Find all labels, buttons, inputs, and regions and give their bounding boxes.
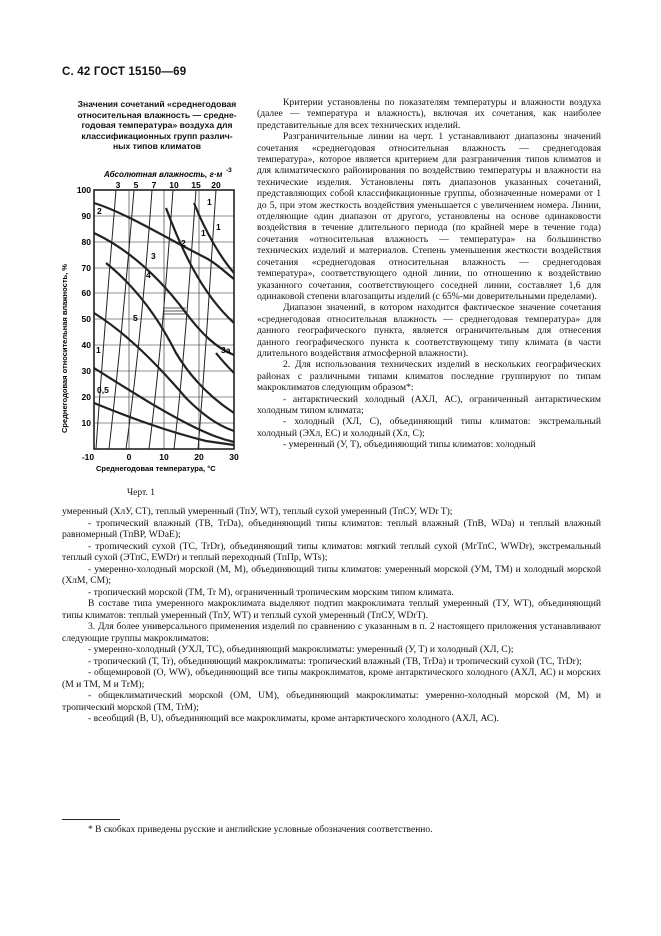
top-tick: 15 xyxy=(191,180,201,190)
y-tick: 90 xyxy=(81,211,91,221)
x-tick: 0 xyxy=(126,452,132,462)
top-tick: 20 xyxy=(211,180,221,190)
curve-label: 1 xyxy=(96,345,101,355)
curve-label: 3 xyxy=(151,251,156,261)
paragraph: - общемировой (О, WW), объединяющий все типы макроклиматов, кроме антарктического холодного (АХЛ, АС) и морских (М и ТМ, М и TrM); xyxy=(62,667,601,690)
x-tick: 20 xyxy=(194,452,204,462)
paragraph: Критерии установлены по показателям температуры и влажности воздуха (далее — температура и влажность), включая их сочетания, как наиболее представительные для всех технических изделий. xyxy=(257,97,601,131)
y-tick: 20 xyxy=(81,392,91,402)
curve-label: 1 xyxy=(216,222,221,232)
curve-label: 3а xyxy=(221,345,231,355)
figure-title-line: ных типов климатов xyxy=(112,141,202,152)
paragraph: - всеобщий (В, U), объединяющий все макроклиматы, кроме антарктического холодного (АХЛ, АС). xyxy=(88,713,499,724)
paragraph: - тропический сухой (ТС, TrDr), объединяющий типы климатов: мягкий теплый сухой (МгТпС, WWDr), экстремальный теплый сухой (ЭТпС, EWDr) и теплый переходный (ТпПр, WTs); xyxy=(62,540,601,563)
top-tick: 3 xyxy=(115,180,121,190)
top-tick: 7 xyxy=(151,180,157,190)
figure-title-line: относительная влажность — средне- xyxy=(77,109,237,120)
x-axis-label: Среднегодовая температура, °C xyxy=(96,464,216,473)
boundary-curve xyxy=(216,353,234,373)
paragraph: умеренный (ХлУ, СТ), теплый умеренный (ТпУ, WT), теплый сухой умеренный (ТпСУ, WDr T); xyxy=(62,506,453,517)
figure-title-line: классификационных групп различ- xyxy=(81,130,233,141)
y-tick: 50 xyxy=(81,314,91,324)
figure-title xyxy=(62,99,252,152)
isoline xyxy=(174,190,196,449)
x-tick: 10 xyxy=(159,452,169,462)
y-tick: 30 xyxy=(81,366,91,376)
x-tick: 30 xyxy=(229,452,239,462)
top-tick: 10 xyxy=(169,180,179,190)
y-tick: 10 xyxy=(81,418,91,428)
y-tick: 60 xyxy=(81,288,91,298)
footnote-divider xyxy=(62,819,120,820)
paragraph: 3. Для более универсального применения изделий по сравнению с указанным в п. 2 настоящего приложения устанавливают следующие группы макроклиматов: xyxy=(62,621,601,644)
figure-caption: Черт. 1 xyxy=(127,488,155,498)
paragraph: - тропический морской (ТМ, Tr M), ограниченный тропическим морским типом климата. xyxy=(88,586,454,598)
y-tick: 40 xyxy=(81,340,91,350)
paragraph: - холодный (ХЛ, С), объединяющий типы климатов: экстремальный холодный (ЭХл, ЕС) и холодный (Хл, С); xyxy=(257,416,601,439)
curve-label: 1 xyxy=(207,197,212,207)
footnote: * В скобках приведены русские и английские условные обозначения соответственно. xyxy=(88,825,433,835)
paragraph: - тропический (Т, Tr), объединяющий макроклиматы: тропический влажный (ТВ, TrDa) и тропический сухой (ТС, TrDr); xyxy=(88,655,582,667)
figure-title-line: Значения сочетаний «среднегодовая xyxy=(77,99,237,109)
paragraph: - антарктический холодный (АХЛ, АС), ограниченный антарктическим холодным типом климата; xyxy=(257,393,601,416)
top-axis-label: Абсолютная влажность, г·м xyxy=(104,170,223,179)
y-axis-label: Среднегодовая относительная влажность, % xyxy=(60,264,69,433)
paragraph: Диапазон значений, в котором находится фактическое значение сочетания «среднегодовая относительная влажность — среднегодовая температура» для данного географического пункта, является ограничительным для отнесения данного географического пункта к соответствующему типу климата (в части длительного воздействия атмосферной влажности). xyxy=(257,302,601,359)
page-header: С. 42 ГОСТ 15150—69 xyxy=(62,66,187,78)
paragraph: - умеренный (У, Т), объединяющий типы климатов: холодный xyxy=(283,439,536,451)
curve-label: 4 xyxy=(146,270,151,280)
top-axis-exponent: -3 xyxy=(226,167,232,174)
paragraph: Разграничительные линии на черт. 1 устанавливают диапазоны значений сочетания «среднегодовая относительная влажность — среднегодовая температура», которое является критерием для разграничения типов климатов и для климатического районирования по воздействию температуры и влажности на технические изделия. Установлены пять диапазонов указанных сочетаний, представляющих собой классификационные группы, обозначенные номерами от 1 до 5, при этом жесткость воздействия уменьшается с увеличением номера. Линии, отделяющие один диапазон от другого, установлены на основе одинаковости воздействия в течение длительного периода (по крайней мере в течение года) сочетания «относительная влажность — температура» на большинство технических изделий и материалов. Степень уменьшения жесткости воздействия сочетания «среднегодовая относительная влажность — среднегодовая температура», соответствующего одной линии, по отношению к воздействию указанного сочетания, соответствующего соседней линии, составляет 1,6 для одинаковой степени влагозащиты изделий (с 65%-ми доверительными пределами). xyxy=(257,131,601,302)
x-tick: -10 xyxy=(81,452,95,462)
y-tick: 70 xyxy=(81,263,91,273)
paragraph: - общеклиматический морской (ОМ, UM), объединяющий макроклиматы: умеренно-холодный морской (М, M) и тропический морской (ТМ, TrM); xyxy=(62,690,601,713)
y-tick: 80 xyxy=(81,237,91,247)
paragraph: - умеренно-холодный морской (М, M), объединяющий типы климатов: умеренный морской (УМ, TM) и холодный морской (ХлМ, CM); xyxy=(62,563,601,586)
boundary-curve xyxy=(106,263,234,413)
climate-chart xyxy=(56,163,256,485)
boundary-curve xyxy=(166,208,234,323)
y-tick: 100 xyxy=(76,185,91,195)
paragraph: - умеренно-холодный (УХЛ, ТС), объединяющий макроклиматы: умеренный (У, Т) и холодный (ХЛ, С); xyxy=(88,644,514,655)
full-width-text xyxy=(62,506,601,725)
figure-title-line: годовая температура» воздуха для xyxy=(81,120,233,131)
right-column-text xyxy=(257,97,601,451)
top-tick: 5 xyxy=(133,180,139,190)
paragraph: 2. Для использования технических изделий в нескольких географических районах с различными типами климатов последние группируют по типам макроклиматов следующим образом*: xyxy=(257,359,601,394)
curve-label: 5 xyxy=(133,313,138,323)
curve-label: 1 xyxy=(201,228,206,238)
paragraph: В составе типа умеренного макроклимата выделяют подтип макроклимата теплый умеренный (ТУ, WT), объединяющий типы климатов: теплый умеренный (ТпУ, WT) и теплый сухой умеренный (ТпСУ, WDrT). xyxy=(62,598,601,621)
curve-label: 2 xyxy=(181,238,186,248)
curve-label: 2 xyxy=(97,206,102,216)
paragraph: - тропический влажный (ТВ, TrDa), объединяющий типы климатов: теплый влажный (ТпВ, WDa) и теплый влажный равномерный (ТпВР, WDaE); xyxy=(62,517,601,540)
isoline xyxy=(126,190,152,449)
curve-label: 0,5 xyxy=(97,385,109,395)
